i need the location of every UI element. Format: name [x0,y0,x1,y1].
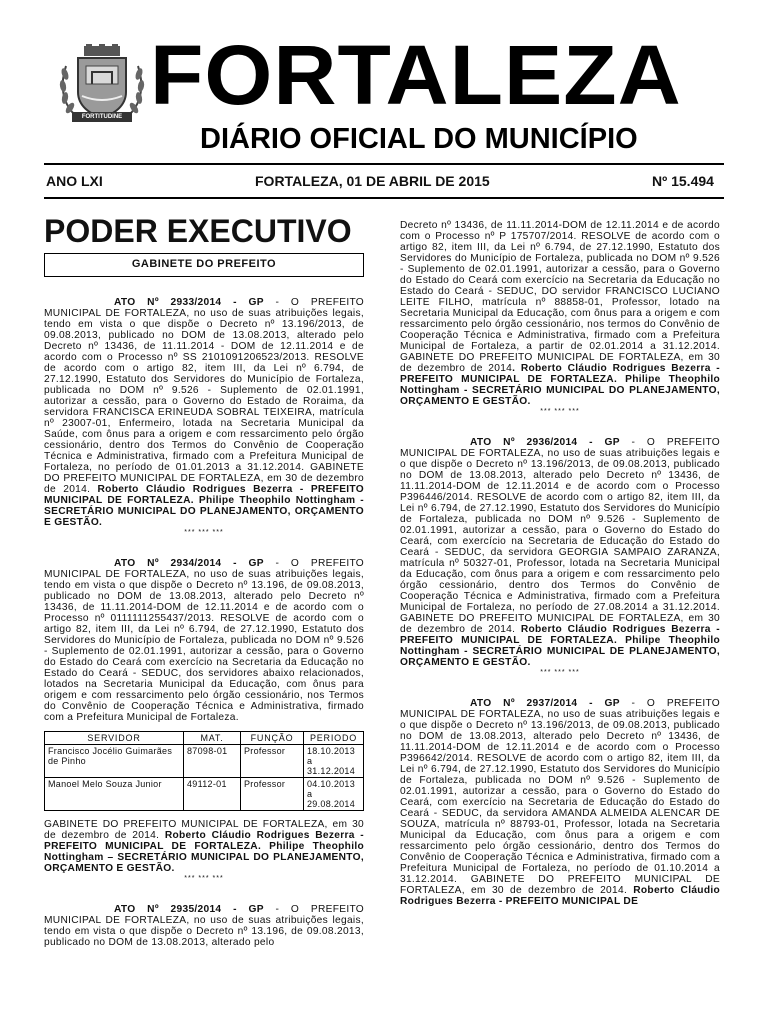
column-header: PERIODO [304,732,364,745]
cell-funcao: Professor [241,745,304,778]
act-2933 [44,297,364,528]
masthead [0,0,768,160]
staff-table [44,731,364,811]
edition-date: FORTALEZA, 01 DE ABRIL DE 2015 [255,173,490,189]
right-column [400,220,720,907]
act-title: ATO Nº 2935/2014 - GP [114,904,264,915]
act-body: - O PREFEITO MUNICIPAL DE FORTALEZA, no uso de suas atribuições legais, tendo em vista o que dispõe o Decreto nº 13.196/2013, de 09.08.2013, publicado no DOM de 13.08.2013, alterado pelo Decreto nº 13436, de 11.11.2014 - DOM de 12.11.2014 e de acordo com o Processo nº SS 2101091206523/2013. RESOLVE de acordo com o artigo 82, item III, da Lei nº 6.794, de 27.12.1990, Estatuto dos Servidores do Município de Fortaleza, publicada no DOM nº 9.526 - Suplemento de 02.01.1991, autorizar a cessão, para o Governo do Estado de Roraima, da servidora FRANCISCA ERINEUDA SOBRAL TEIXEIRA, matrícula nº 23007-01, Enfermeiro, lotada na Secretaria Municipal da Saúde, com ônus para a origem e com ressarcimento pelo órgão cessionário, dentro dos Termos do Convênio de Cooperação Técnica e Administrativa, firmado com a Prefeitura Municipal de Fortaleza, no período de 01.01.2013 a 31.12.2014. GABINETE DO PREFEITO MUNICIPAL DE FORTALEZA, em 30 de dezembro de 2014. [44,297,365,495]
table-row [45,778,364,811]
subsection-label: GABINETE DO PREFEITO [131,258,277,270]
edition-number: Nº 15.494 [652,173,714,189]
separator: *** *** *** [540,408,580,415]
city-crest-icon [56,44,148,124]
act-body: - O PREFEITO MUNICIPAL DE FORTALEZA, no uso de suas atribuições legais e o que dispõe o Decreto nº 13.196/2013, de 09.08.2013, publicado no DOM de 13.08.2013, alterado pelo Decreto nº 13436, de 11.11.2014-DOM de 12.11.2014 e de acordo com o Processo P396642/2014. RESOLVE de acordo com o artigo 82, item III, da Lei nº 6.794, de 27.12.1990, Estatuto dos Servidores do Município de Fortaleza, publicada no DOM nº 9.526 - Suplemento de 02.01.1991, autorizar a cessão, para o Governo do Estado do Ceará, com exercício na Secretaria de Educação do Estado do Ceará - SEDUC, da servidora AMANDA ALMEIDA ALENCAR DE SOUZA, matrícula nº 88793-01, Professor, lotada na Secretaria Municipal da Educação, com ônus para a origem e com ressarcimento pelo órgão cessionário, dentro dos Termos do Convênio de Cooperação Técnica e Administrativa, firmado com a Prefeitura Municipal de Fortaleza, no período de 01.10.2014 a 31.12.2014. GABINETE DO PREFEITO MUNICIPAL DE FORTALEZA, em 30 de dezembro de 2014. [400,698,721,896]
act-body: - O PREFEITO MUNICIPAL DE FORTALEZA, no uso de suas atribuições legais, tendo em vista o que dispõe o Decreto nº 13.196, de 09.08.2013, publicado no DOM de 13.08.2013, alterado pelo Decreto nº 13436, de 11.11.2014-DOM de 12.11.2014 e de acordo com o Processo nº 0111111255437/2013. RESOLVE de acordo com o artigo 82, item III, da Lei nº 6.794, de 27.12.1990, Estatuto dos Servidores do Município de Fortaleza, publicada no DOM nº 9.526 - Suplemento de 02.01.1991, autorizar a cessão, para o Governo do Estado do Ceará com exercício na Secretaria da Educação no Estado do Ceará - SEDUC, dos servidores abaixo relacionados, lotados na Secretaria Municipal da Educação, com ônus para origem e com ressarcimento pelo órgão cessionário, nos Termos do Convênio de Cooperação Técnica e Administrativa, firmado com a Prefeitura Municipal de Fortaleza. [44,558,365,723]
header-bottom-rule [44,197,724,199]
act-2937 [400,698,720,907]
act-2934 [44,558,364,723]
act-title: ATO Nº 2936/2014 - GP [470,437,620,448]
separator: *** *** *** [184,875,224,882]
left-column [44,297,364,948]
table-header-row [45,732,364,745]
act-signature: Roberto Cláudio Rodrigues Bezerra - PREFEITO MUNICIPAL DE [400,885,721,907]
act-signature: Roberto Cláudio Rodrigues Bezerra - PREFEITO MUNICIPAL DE FORTALEZA. Philipe Theophilo Nottingham - SECRETÁRIO MUNICIPAL DE PLANEJAMENTO, ORÇAMENTO E GESTÃO. [400,624,720,668]
subsection-box [44,253,364,277]
act-body: Decreto nº 13436, de 11.11.2014-DOM de 12.11.2014 e de acordo com o Processo nº P 175707/2014. RESOLVE de acordo com o artigo 82, item III, da Lei nº 6.794, de 27.12.1990, Estatuto dos Servidores do Município de Fortaleza, publicada no DOM nº 9.526 - Suplemento de 02.01.1991, autorizar a cessão, para o Governo do Estado do Ceará com exercício na Secretaria da Educação no Estado do Ceará - SEDUC, DO servidor FRANCISCO LUCIANO LEITE FILHO, matrícula nº 88858-01, Professor, lotado na Secretaria Municipal da Educação, com ônus para a origem e com ressarcimento pelo órgão cessionário, nos termos do Convênio de Cooperação Técnica e Administrativa, firmado com a Prefeitura Municipal de Fortaleza, a partir de 02.01.2014 a 31.12.2014. GABINETE DO PREFEITO MUNICIPAL DE FORTALEZA, em 30 de dezembro de 2014 [400,220,720,374]
act-2935-continued [400,220,720,407]
column-header: FUNÇÃO [241,732,304,745]
act-2935 [44,904,364,948]
separator: *** *** *** [540,669,580,676]
cell-periodo: 18.10.2013 a 31.12.2014 [304,745,364,778]
act-2934-closing [44,819,364,874]
edition-year: ANO LXI [46,173,103,189]
act-body: - O PREFEITO MUNICIPAL DE FORTALEZA, no uso de suas atribuições legais e o que dispõe o Decreto nº 13.196/2013, de 09.08.2013, publicado no DOM de 13.08.2013, alterado pelo Decreto nº 13436, de 11.11.2014-DOM de 12.11.2014 e de acordo com o Processo P396446/2014. RESOLVE de acordo com o artigo 82, item III, da Lei nº 6.794, de 27.12.1990, Estatuto dos Servidores do Município de Fortaleza, publicada no DOM nº 9.526 - Suplemento de 02.01.1991, autorizar a cessão, para o Governo do Estado do Ceará, com exercício na Secretaria de Educação do Estado do Ceará - SEDUC, da servidora GEORGIA SAMPAIO ZARANZA, matrícula nº 50327-01, Professor, lotada na Secretaria Municipal da Educação, com ônus para a origem e com ressarcimento pelo órgão cessionário, dentro dos Termos do Convênio de Cooperação Técnica e Administrativa, firmado com a Prefeitura Municipal de Fortaleza, no período de 27.08.2014 a 31.12.2014. GABINETE DO PREFEITO MUNICIPAL DE FORTALEZA, em 30 de dezembro de 2014. [400,437,721,635]
crest-motto: FORTITUDINE [81,114,123,120]
cell-matricula: 87098-01 [184,745,241,778]
act-body: GABINETE DO PREFEITO MUNICIPAL DE FORTALEZA, em 30 de dezembro de 2014. [44,819,364,841]
act-signature: . Roberto Cláudio Rodrigues Bezerra - PREFEITO MUNICIPAL DE FORTALEZA. Philipe Theophilo Nottingham - SECRETÁRIO MUNICIPAL DO PLANEJAMENTO, ORÇAMENTO E GESTÃO. [400,363,720,407]
act-2936 [400,437,720,668]
column-header: MAT. [184,732,241,745]
act-title: ATO Nº 2934/2014 - GP [114,558,264,569]
newspaper-subtitle: DIÁRIO OFICIAL DO MUNICÍPIO [200,123,638,155]
act-title: ATO Nº 2933/2014 - GP [114,297,264,308]
act-title: ATO Nº 2937/2014 - GP [470,698,620,709]
cell-matricula: 49112-01 [184,778,241,811]
cell-periodo: 04.10.2013 a 29.08.2014 [304,778,364,811]
cell-servidor: Francisco Jocélio Guimarães de Pinho [45,745,184,778]
cell-funcao: Professor [241,778,304,811]
section-title: PODER EXECUTIVO [44,213,352,249]
act-signature: Roberto Cláudio Rodrigues Bezerra - PREFEITO MUNICIPAL DE FORTALEZA. Philipe Theophilo Nottingham – SECRETÁRIO MUNICIPAL DO PLANEJAMENTO, ORÇAMENTO E GESTÃO. [44,830,364,874]
act-signature: Roberto Cláudio Rodrigues Bezerra - PREFEITO MUNICIPAL DE FORTALEZA. Philipe Theophilo Nottingham - SECRETÁRIO MUNICIPAL DO PLANEJAMENTO, ORÇAMENTO E GESTÃO. [44,484,364,528]
header-top-rule [44,163,724,165]
table-row [45,745,364,778]
cell-servidor: Manoel Melo Souza Junior [45,778,184,811]
newspaper-title: FORTALEZA [150,28,682,122]
separator: *** *** *** [184,529,224,536]
column-header: SERVIDOR [45,732,184,745]
act-body: - O PREFEITO MUNICIPAL DE FORTALEZA, no uso de suas atribuições legais, tendo em vista o que dispõe o Decreto nº 13.196, de 09.08.2013, publicado no DOM de 13.08.2013, alterado pelo [44,904,365,948]
